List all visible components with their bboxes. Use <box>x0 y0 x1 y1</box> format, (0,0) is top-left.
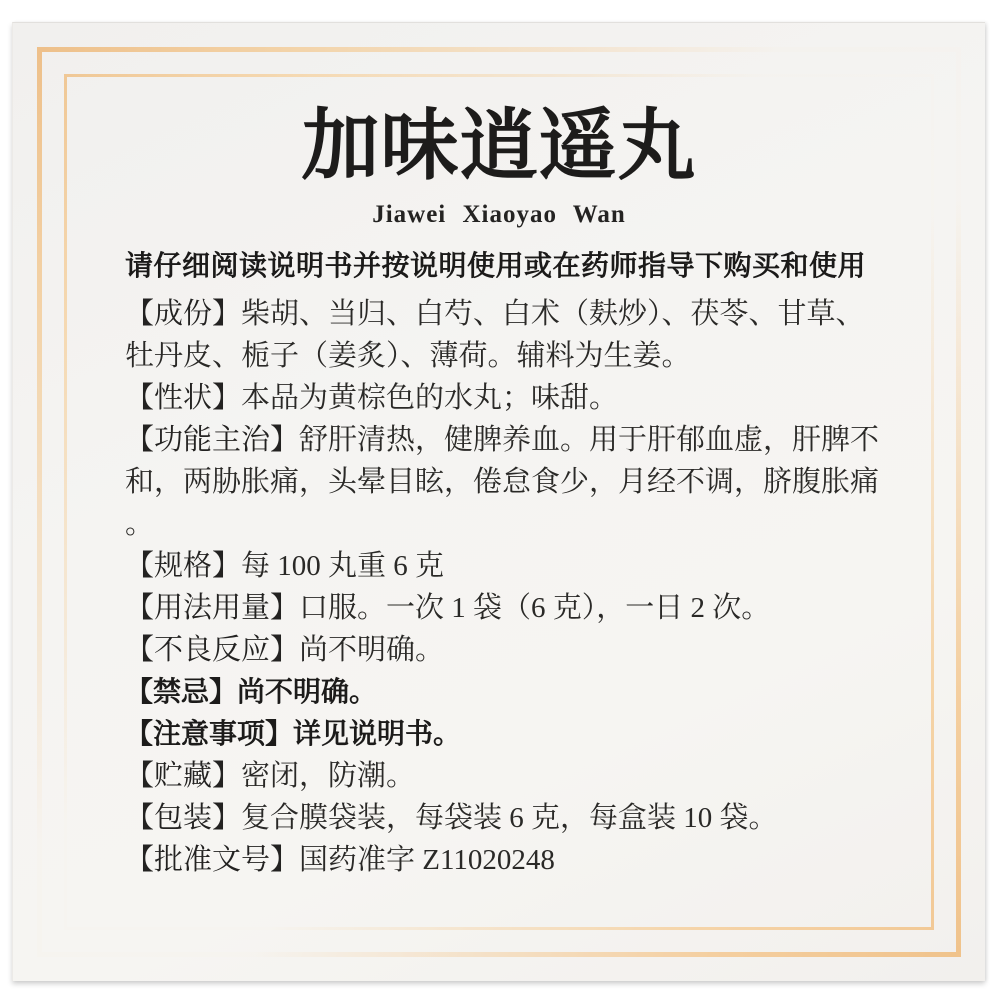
usage-notice: 请仔细阅读说明书并按说明使用或在药师指导下购买和使用 <box>125 250 867 281</box>
section-label: 【性状】 <box>125 382 242 414</box>
section-text: 舒肝清热，健脾养血。用于肝郁血虚，肝脾不和，两胁胀痛，头晕目眩，倦怠食少，月经不调，脐腹胀痛。 <box>125 424 880 540</box>
section-adverse-reactions <box>125 629 887 671</box>
section-dosage <box>125 587 887 629</box>
product-pinyin: Jiawei Xiaoyao Wan <box>372 201 626 228</box>
sections-list <box>125 293 887 881</box>
section-label: 【贮藏】 <box>125 760 242 792</box>
section-specification <box>125 545 887 587</box>
section-packaging <box>125 797 887 839</box>
section-text: 口服。一次 1 袋（6 克），一日 2 次。 <box>299 592 771 624</box>
section-storage <box>125 755 887 797</box>
section-ingredients <box>125 293 887 377</box>
section-properties <box>125 377 887 419</box>
section-text: 尚不明确。 <box>237 676 378 707</box>
section-text: 本品为黄棕色的水丸；味甜。 <box>241 382 619 414</box>
medicine-box-back-panel <box>12 22 985 981</box>
section-label: 【功能主治】 <box>125 424 300 456</box>
panel-content <box>13 23 985 981</box>
section-precautions <box>125 713 887 755</box>
section-text: 柴胡、当归、白芍、白术（麸炒）、茯苓、甘草、牡丹皮、栀子（姜炙）、薄荷。辅料为生姜。 <box>125 298 865 372</box>
section-label: 【不良反应】 <box>125 634 300 666</box>
drug-information <box>125 245 887 881</box>
section-text: 国药准字 Z11020248 <box>299 844 555 876</box>
section-text: 详见说明书。 <box>293 718 462 749</box>
section-text: 尚不明确。 <box>299 634 445 666</box>
section-contraindications <box>125 671 887 713</box>
product-title: 加味逍遥丸 <box>301 102 697 189</box>
section-label: 【规格】 <box>125 550 242 582</box>
section-label: 【成份】 <box>125 298 242 330</box>
section-indications <box>125 419 887 545</box>
section-approval-number <box>125 839 887 881</box>
section-label: 【批准文号】 <box>125 844 300 876</box>
section-text: 每 100 丸重 6 克 <box>241 550 445 582</box>
section-label: 【用法用量】 <box>125 592 300 624</box>
section-label: 【注意事项】 <box>125 718 294 749</box>
section-text: 复合膜袋装，每袋装 6 克，每盒装 10 袋。 <box>241 802 778 834</box>
section-label: 【包装】 <box>125 802 242 834</box>
section-label: 【禁忌】 <box>125 676 238 707</box>
section-text: 密闭，防潮。 <box>241 760 416 792</box>
